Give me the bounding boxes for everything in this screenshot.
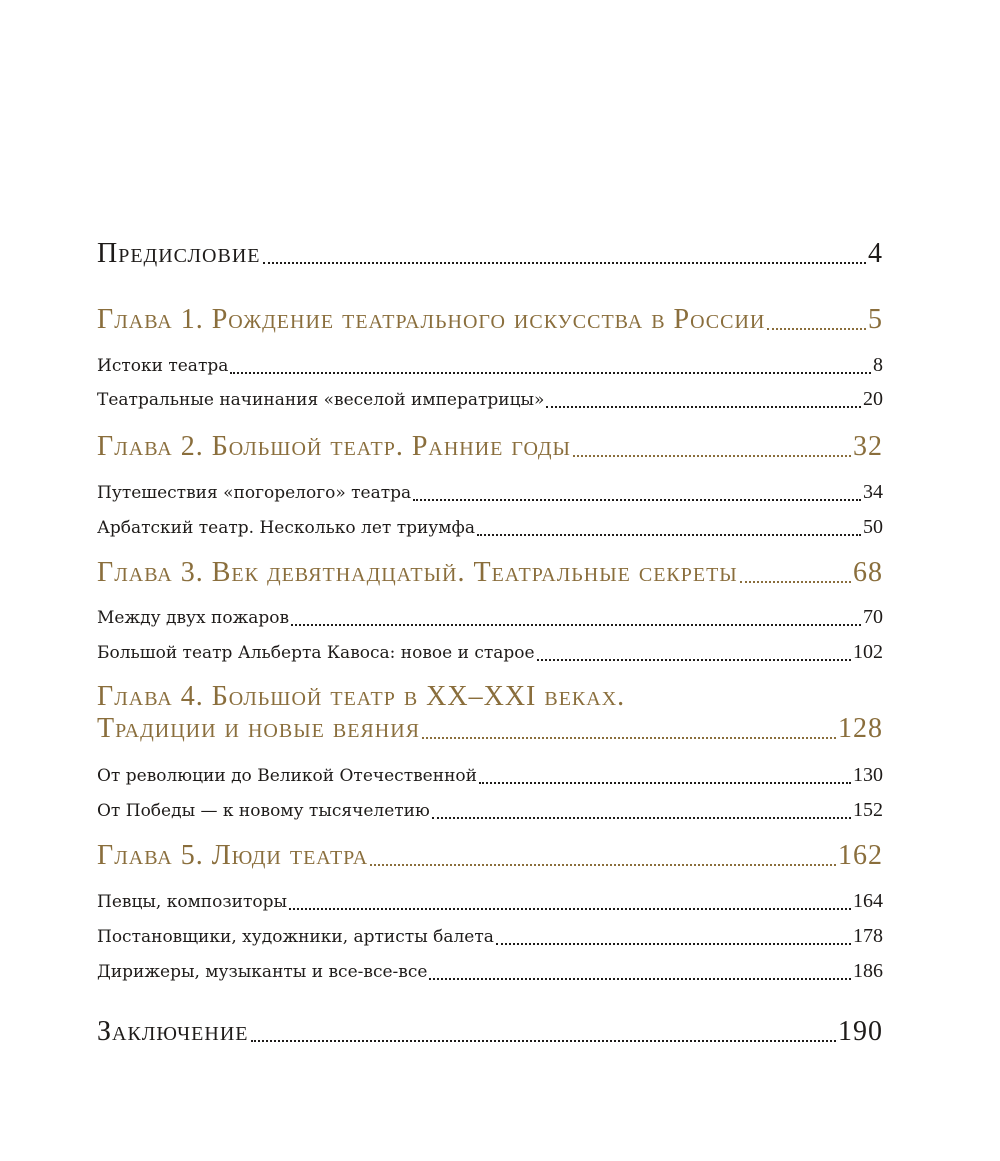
entry-title: Арбатский театр. Несколько лет триумфа bbox=[97, 518, 475, 538]
dot-leader bbox=[413, 481, 861, 504]
toc-entry-sub[interactable] bbox=[97, 925, 883, 948]
toc-entry-chapter-1[interactable] bbox=[97, 304, 883, 336]
page-number: 4 bbox=[868, 238, 883, 269]
entry-title: Дирижеры, музыканты и все-все-все bbox=[97, 962, 428, 982]
toc-entry-sub[interactable] bbox=[97, 641, 883, 664]
page-number: 128 bbox=[838, 713, 883, 744]
page-number: 164 bbox=[853, 890, 883, 912]
entry-title: Заключение bbox=[97, 1016, 249, 1047]
entry-title: Предисловие bbox=[97, 238, 261, 269]
dot-leader bbox=[740, 557, 851, 589]
dot-leader bbox=[263, 238, 867, 270]
toc-entry-sub[interactable] bbox=[97, 890, 883, 913]
toc-entry-chapter-4[interactable] bbox=[97, 713, 883, 745]
page-number: 152 bbox=[853, 799, 883, 821]
dot-leader bbox=[291, 606, 861, 629]
entry-title: Большой театр Альберта Кавоса: новое и старое bbox=[97, 643, 535, 663]
page-number: 190 bbox=[838, 1016, 883, 1047]
chapter-title: Глава 2. Большой театр. Ранние годы bbox=[97, 431, 571, 462]
dot-leader bbox=[429, 960, 851, 983]
dot-leader bbox=[251, 1016, 837, 1048]
chapter-title: Глава 5. Люди театра bbox=[97, 840, 369, 871]
toc-entry-sub[interactable] bbox=[97, 960, 883, 983]
page-number: 178 bbox=[853, 925, 883, 947]
toc-entry-chapter-2[interactable] bbox=[97, 431, 883, 463]
toc-entry-sub[interactable] bbox=[97, 388, 883, 411]
toc-entry-sub[interactable] bbox=[97, 799, 883, 822]
dot-leader bbox=[432, 799, 851, 822]
page-number: 50 bbox=[863, 516, 883, 538]
dot-leader bbox=[422, 713, 836, 745]
entry-title: От революции до Великой Отечественной bbox=[97, 766, 477, 786]
page-number: 186 bbox=[853, 960, 883, 982]
toc-entry-sub[interactable] bbox=[97, 764, 883, 787]
dot-leader bbox=[573, 431, 851, 463]
toc-entry-preface[interactable] bbox=[97, 238, 883, 270]
entry-title: Постановщики, художники, артисты балета bbox=[97, 927, 494, 947]
page-number: 102 bbox=[853, 641, 883, 663]
page-number: 8 bbox=[873, 354, 883, 376]
toc-entry-chapter-5[interactable] bbox=[97, 840, 883, 872]
page-number: 70 bbox=[863, 606, 883, 628]
entry-title: Театральные начинания «веселой императрицы» bbox=[97, 390, 545, 410]
toc-entry-sub[interactable] bbox=[97, 354, 883, 377]
dot-leader bbox=[546, 388, 861, 411]
toc-entry-sub[interactable] bbox=[97, 516, 883, 539]
chapter-title: Глава 1. Рождение театрального искусства в России bbox=[97, 304, 766, 335]
dot-leader bbox=[477, 516, 861, 539]
page-number: 34 bbox=[863, 481, 883, 503]
chapter-title: Глава 3. Век девятнадцатый. Театральные секреты bbox=[97, 557, 738, 588]
dot-leader bbox=[537, 641, 851, 664]
page-number: 130 bbox=[853, 764, 883, 786]
toc-entry-chapter-3[interactable] bbox=[97, 557, 883, 589]
entry-title: Певцы, композиторы bbox=[97, 892, 288, 912]
page-number: 68 bbox=[853, 557, 883, 588]
dot-leader bbox=[230, 354, 871, 377]
entry-title: Между двух пожаров bbox=[97, 608, 290, 628]
chapter-title: Традиции и новые веяния bbox=[97, 713, 420, 744]
dot-leader bbox=[479, 764, 851, 787]
toc-entry-sub[interactable] bbox=[97, 606, 883, 629]
entry-title: От Победы — к новому тысячелетию bbox=[97, 801, 430, 821]
page-number: 5 bbox=[868, 304, 883, 335]
page-number: 162 bbox=[838, 840, 883, 871]
dot-leader bbox=[767, 304, 866, 336]
entry-title: Путешествия «погорелого» театра bbox=[97, 483, 412, 503]
dot-leader bbox=[370, 840, 836, 872]
entry-title: Истоки театра bbox=[97, 356, 229, 376]
page-number: 32 bbox=[853, 431, 883, 462]
page-number: 20 bbox=[863, 388, 883, 410]
toc-entry-conclusion[interactable] bbox=[97, 1016, 883, 1048]
dot-leader bbox=[496, 925, 851, 948]
chapter-4-title-line-1[interactable]: Глава 4. Большой театр в XX–XXI веках. bbox=[97, 681, 626, 712]
dot-leader bbox=[289, 890, 851, 913]
toc-entry-sub[interactable] bbox=[97, 481, 883, 504]
